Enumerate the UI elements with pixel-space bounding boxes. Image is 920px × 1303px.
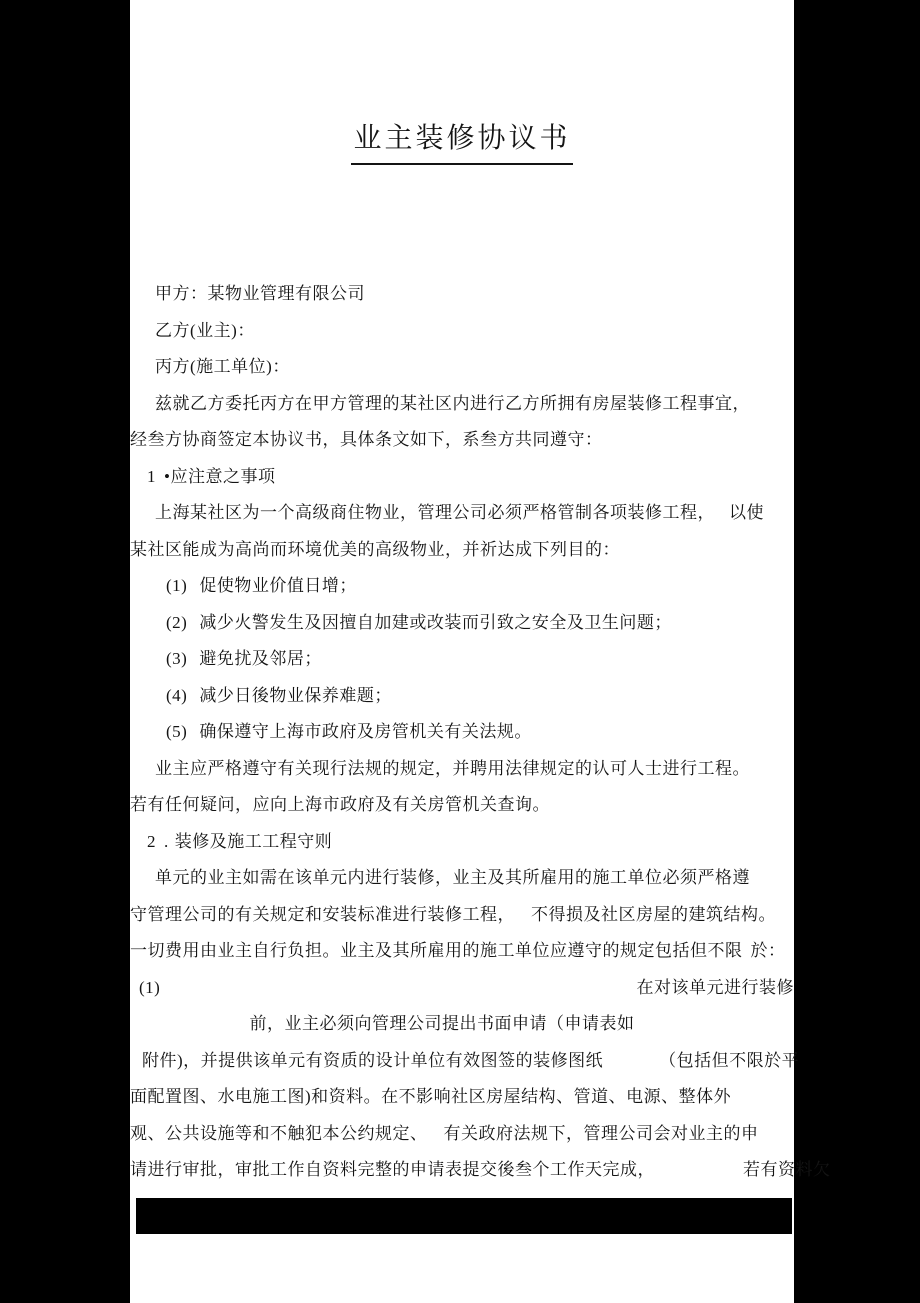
text-line: 守管理公司的有关规定和安装标准进行装修工程， 不得损及社区房屋的建筑结构。 bbox=[130, 904, 776, 924]
text-line: (5) 确保遵守上海市政府及房管机关有关法规。 bbox=[166, 722, 532, 741]
text-line: 兹就乙方委托丙方在甲方管理的某社区内进行乙方所拥有房屋装修工程事宜， bbox=[155, 393, 750, 413]
page-title-text: 业主装修协议书 bbox=[351, 117, 572, 165]
text-line: 甲方：某物业管理有限公司 bbox=[155, 284, 365, 303]
text-line: 业主应严格遵守有关现行法规的规定，并聘用法律规定的认可人士进行工程。 bbox=[155, 758, 750, 778]
document-page bbox=[130, 0, 831, 1303]
text-line: 单元的业主如需在该单元内进行装修，业主及其所雇用的施工单位必须严格遵 bbox=[155, 868, 750, 887]
text-line: 1 •应注意之事项 bbox=[147, 466, 276, 486]
text-line: 2 . 装修及施工工程守则 bbox=[147, 831, 333, 851]
text-line: 上海某社区为一个高级商住物业，管理公司必须严格管制各项装修工程， 以使 bbox=[155, 503, 764, 522]
text-line: 附件)，并提供该单元有资质的设计单位有效图签的装修图纸 （包括但不限於平 bbox=[142, 1050, 800, 1070]
text-line: 经叁方协商签定本协议书，具体条文如下，系叁方共同遵守： bbox=[130, 430, 603, 449]
text-line: (3) 避免扰及邻居； bbox=[166, 649, 322, 668]
redaction-bar bbox=[136, 1198, 792, 1234]
text-line: 某社区能成为高尚而环境优美的高级物业，并祈达成下列目的： bbox=[130, 539, 620, 559]
text-line: (1) 在对该单元进行装修 bbox=[139, 977, 794, 997]
text-line: (4) 减少日後物业保养难题； bbox=[166, 685, 392, 705]
text-line: 观、公共设施等和不触犯本公约规定、 有关政府法规下，管理公司会对业主的申 bbox=[130, 1123, 759, 1143]
text-line: 请进行审批，审批工作自资料完整的申请表提交後叁个工作天完成， 若有资料欠 bbox=[130, 1160, 831, 1179]
text-line: 一切费用由业主自行负担。业主及其所雇用的施工单位应遵守的规定包括但不限 於： bbox=[130, 941, 786, 960]
text-line: (1) 促使物业价值日增； bbox=[166, 576, 357, 595]
text-line: (2) 减少火警发生及因擅自加建或改装而引致之安全及卫生问题； bbox=[166, 612, 672, 632]
text-line: 前，业主必须向管理公司提出书面申请（申请表如 bbox=[249, 1014, 635, 1033]
document-body bbox=[130, 276, 831, 1189]
page-title bbox=[130, 117, 794, 165]
text-line: 面配置图、水电施工图)和资料。在不影响社区房屋结构、管道、电源、整体外 bbox=[130, 1087, 732, 1106]
text-line: 乙方(业主)： bbox=[155, 320, 255, 340]
text-line: 丙方(施工单位)： bbox=[155, 357, 290, 376]
text-line: 若有任何疑问，应向上海市政府及有关房管机关查询。 bbox=[130, 795, 550, 814]
